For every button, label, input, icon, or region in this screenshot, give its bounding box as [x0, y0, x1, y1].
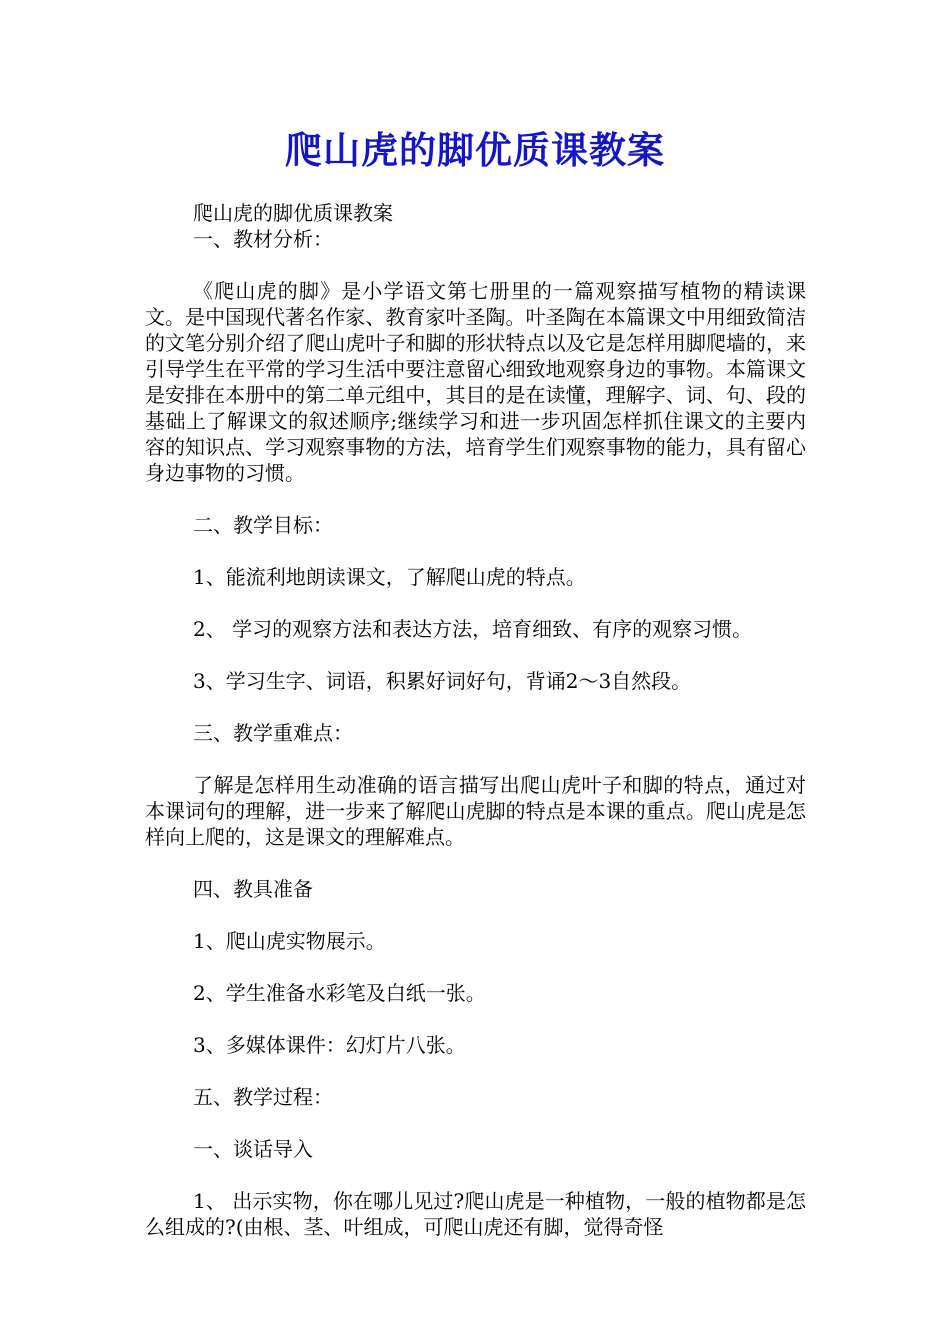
prep-item-1: 1、爬山虎实物展示。: [193, 929, 386, 953]
section-heading-5: 五、教学过程：: [193, 1085, 333, 1109]
step-paragraph-1: 1、 出示实物，你在哪儿见过?爬山虎是一种植物，一般的植物都是怎么组成的?(由根、茎、叶组成，可爬山虎还有脚，觉得奇怪: [145, 1189, 806, 1239]
step-heading-1: 一、谈话导入: [193, 1137, 313, 1161]
document-body: [145, 200, 806, 1240]
prep-item-2: 2、学生准备水彩笔及白纸一张。: [193, 981, 486, 1005]
document-title: 爬山虎的脚优质课教案: [285, 128, 665, 172]
paragraph-key-points: 了解是怎样用生动准确的语言描写出爬山虎叶子和脚的特点，通过对本课词句的理解，进一步来了解爬山虎脚的特点是本课的重点。爬山虎是怎样向上爬的，这是课文的理解难点。: [145, 773, 806, 849]
paragraph-analysis: 《爬山虎的脚》是小学语文第七册里的一篇观察描写植物的精读课文。是中国现代著名作家、教育家叶圣陶。叶圣陶在本篇课文中用细致简洁的文笔分别介绍了爬山虎叶子和脚的形状特点以及它是怎样用脚爬墙的，来引导学生在平常的学习生活中要注意留心细致地观察身边的事物。本篇课文是安排在本册中的第二单元组中，其目的是在读懂，理解字、词、句、段的基础上了解课文的叙述顺序;继续学习和进一步巩固怎样抓住课文的主要内容的知识点、学习观察事物的方法，培育学生们观察事物的能力，具有留心身边事物的习惯。: [145, 279, 806, 485]
prep-item-3: 3、多媒体课件：幻灯片八张。: [193, 1033, 466, 1057]
section-heading-1: 一、教材分析：: [193, 227, 333, 251]
section-heading-2: 二、教学目标：: [193, 513, 333, 537]
section-heading-4: 四、教具准备: [193, 877, 313, 901]
goal-item-2: 2、 学习的观察方法和表达方法，培育细致、有序的观察习惯。: [193, 617, 753, 641]
goal-item-1: 1、能流利地朗读课文，了解爬山虎的特点。: [193, 565, 586, 589]
section-heading-3: 三、教学重难点：: [193, 721, 353, 745]
subtitle-line: 爬山虎的脚优质课教案: [193, 201, 393, 225]
goal-item-3: 3、学习生字、词语，积累好词好句，背诵2～3自然段。: [193, 669, 692, 693]
